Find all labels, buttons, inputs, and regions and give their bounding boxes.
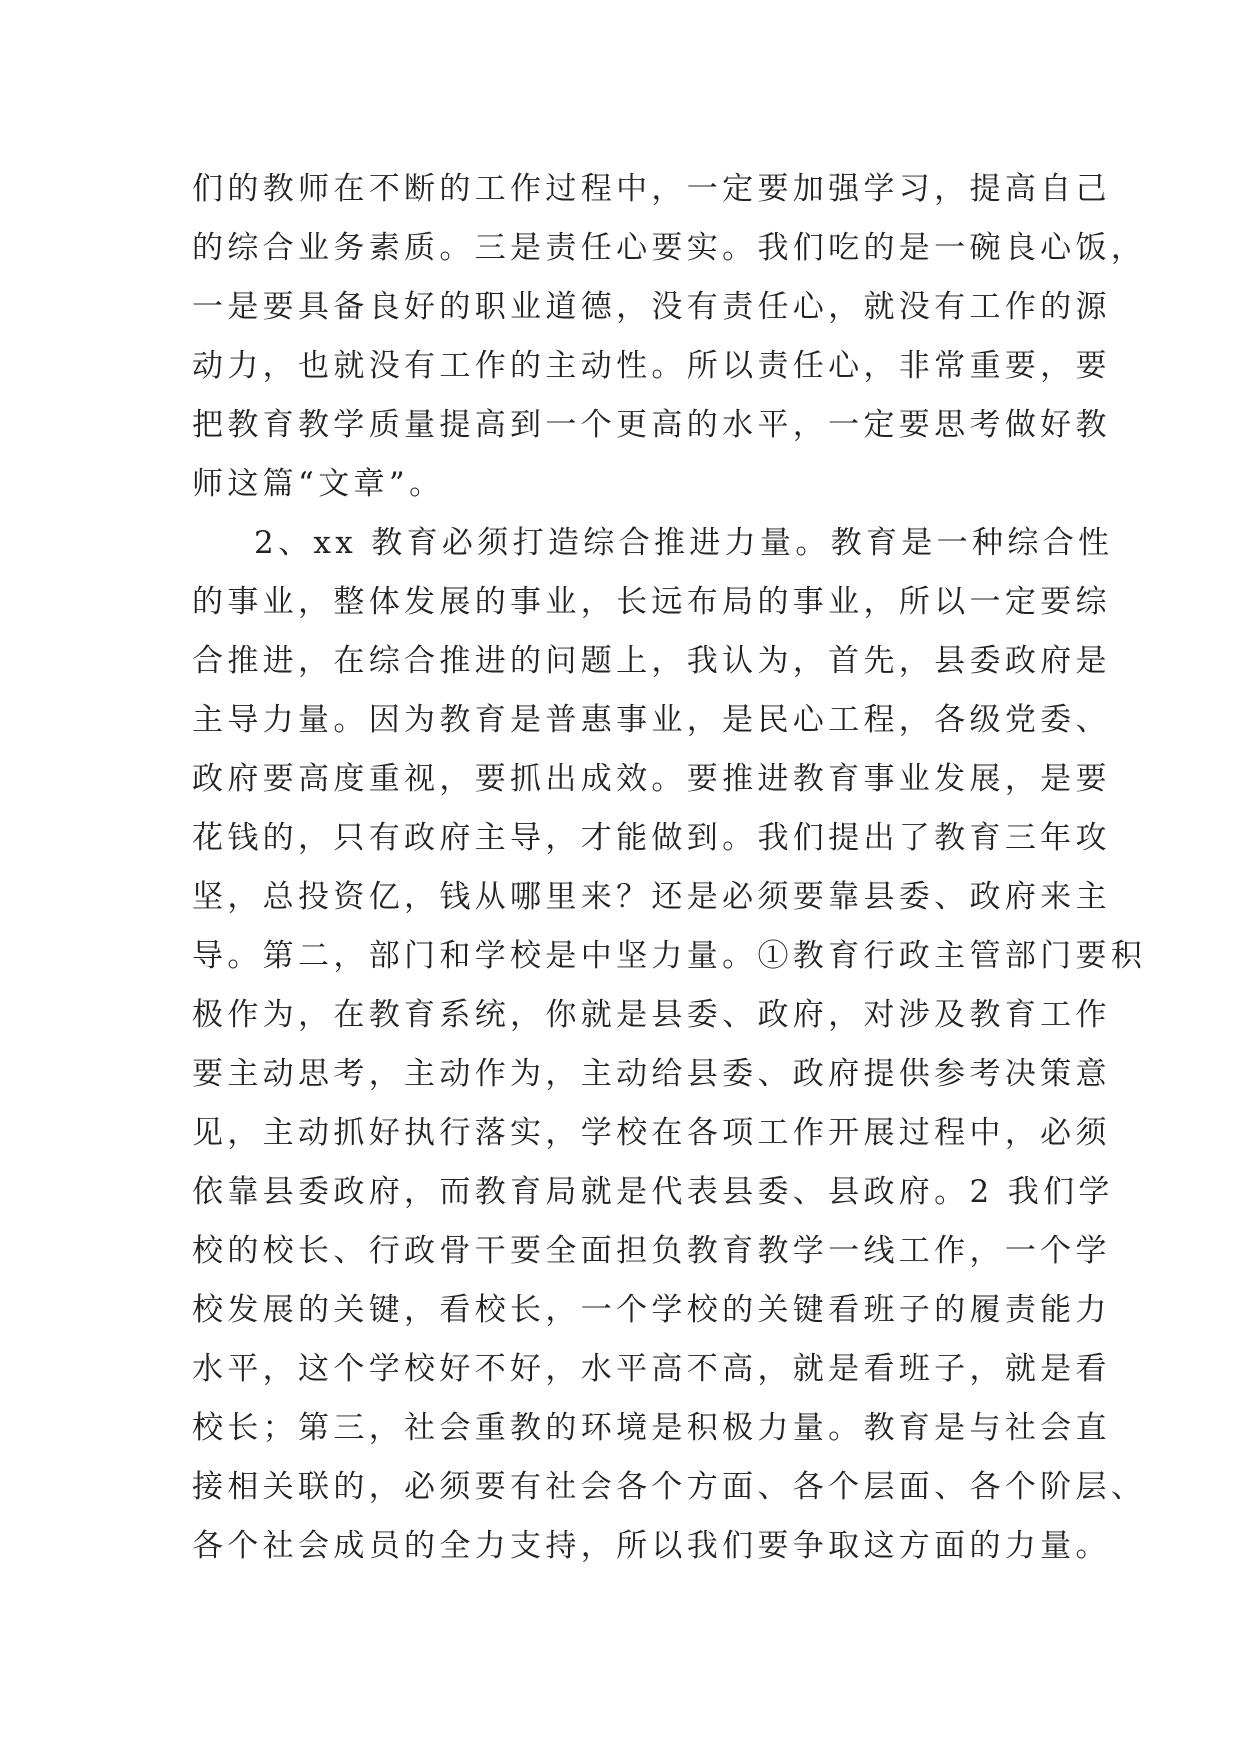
text-line: 师这篇“文章”。 (192, 466, 445, 502)
text-line: 水平，这个学校好不好，水平高不高，就是看班子，就是看 (192, 1351, 1111, 1387)
text-line: 的事业，整体发展的事业，长远布局的事业，所以一定要综 (192, 584, 1111, 620)
text-line: 极作为，在教育系统，你就是县委、政府，对涉及教育工作 (192, 997, 1111, 1033)
text-line: 动力，也就没有工作的主动性。所以责任心，非常重要，要 (192, 348, 1111, 384)
text-line: 依靠县委政府，而教育局就是代表县委、县政府。2 我们学 (192, 1174, 1114, 1210)
text-line: 主导力量。因为教育是普惠事业，是民心工程，各级党委、 (192, 702, 1111, 738)
paragraph-start-line: 2、xx 教育必须打造综合推进力量。教育是一种综合性 (254, 525, 1114, 561)
text-line: 合推进，在综合推进的问题上，我认为，首先，县委政府是 (192, 643, 1111, 679)
text-line: 要主动思考，主动作为，主动给县委、政府提供参考决策意 (192, 1056, 1111, 1092)
text-line: 校的校长、行政骨干要全面担负教育教学一线工作，一个学 (192, 1233, 1111, 1269)
text-line: 政府要高度重视，要抓出成效。要推进教育事业发展，是要 (192, 761, 1111, 797)
text-line: 一是要具备良好的职业道德，没有责任心，就没有工作的源 (192, 289, 1111, 325)
text-line: 们的教师在不断的工作过程中，一定要加强学习，提高自己 (192, 171, 1111, 207)
text-line: 花钱的，只有政府主导，才能做到。我们提出了教育三年攻 (192, 820, 1111, 856)
text-line: 接相关联的，必须要有社会各个方面、各个层面、各个阶层、 (192, 1469, 1147, 1505)
body-text (192, 160, 1147, 1576)
text-line: 把教育教学质量提高到一个更高的水平，一定要思考做好教 (192, 407, 1111, 443)
text-line: 各个社会成员的全力支持，所以我们要争取这方面的力量。 (192, 1528, 1111, 1564)
text-line: 导。第二，部门和学校是中坚力量。①教育行政主管部门要积 (192, 938, 1147, 974)
text-line: 坚，总投资亿，钱从哪里来？还是必须要靠县委、政府来主 (192, 879, 1111, 915)
text-line: 见，主动抓好执行落实，学校在各项工作开展过程中，必须 (192, 1115, 1111, 1151)
text-line: 的综合业务素质。三是责任心要实。我们吃的是一碗良心饭， (192, 230, 1147, 266)
text-line: 校发展的关键，看校长，一个学校的关键看班子的履责能力 (192, 1292, 1111, 1328)
text-line: 校长；第三，社会重教的环境是积极力量。教育是与社会直 (192, 1410, 1111, 1446)
